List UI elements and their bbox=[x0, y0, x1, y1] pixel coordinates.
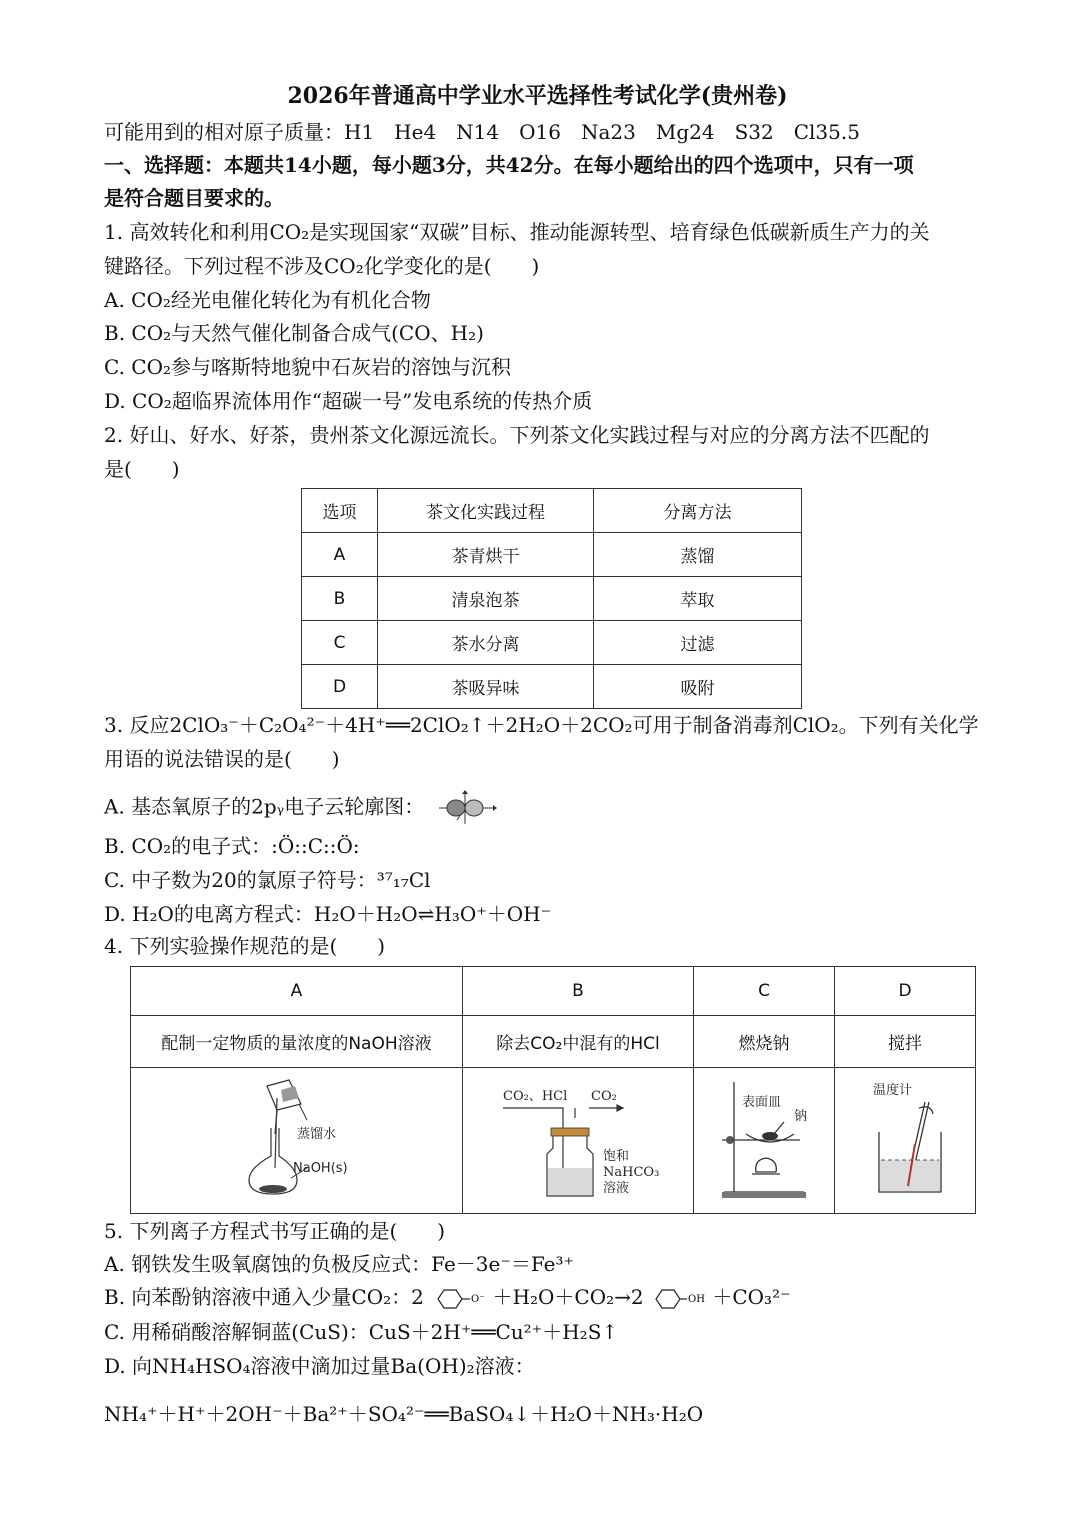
label-gas-in: CO₂、HCl bbox=[503, 1089, 568, 1104]
q2-cell: 茶水分离 bbox=[378, 621, 594, 665]
q1-option-d: D. CO₂超临界流体用作“超碳一号”发电系统的传热介质 bbox=[104, 389, 593, 413]
q3-option-b: B. CO₂的电子式：:Ö::C::Ö: bbox=[104, 834, 360, 858]
q3-stem-1: 3. 反应2ClO₃⁻＋C₂O₄²⁻＋4H⁺══2ClO₂↑＋2H₂O＋2CO₂可用于制备消毒剂ClO₂。下列有关化学 bbox=[104, 713, 979, 737]
q4-header-a: A bbox=[131, 967, 463, 1016]
q2-cell: 吸附 bbox=[594, 665, 802, 709]
label-solution: 溶液 bbox=[603, 1181, 630, 1196]
q2-table bbox=[301, 488, 802, 709]
q2-stem-1: 2. 好山、好水、好茶，贵州茶文化源远流长。下列茶文化实践过程与对应的分离方法不匹配的 bbox=[104, 423, 930, 447]
q2-header-method: 分离方法 bbox=[594, 489, 802, 533]
q2-cell: 蒸馏 bbox=[594, 533, 802, 577]
q4-stem: 4. 下列实验操作规范的是( ) bbox=[104, 934, 386, 958]
q1-stem-1: 1. 高效转化和利用CO₂是实现国家“双碳”目标、推动能源转型、培育绿色低碳新质生产力的关 bbox=[104, 220, 930, 244]
q4-op-c: 燃烧钠 bbox=[694, 1016, 835, 1068]
q1-option-c: C. CO₂参与喀斯特地貌中石灰岩的溶蚀与沉积 bbox=[104, 355, 512, 379]
label-nahco3: NaHCO₃ bbox=[603, 1165, 660, 1180]
label-watch-glass: 表面皿 bbox=[742, 1095, 782, 1110]
q2-cell: B bbox=[302, 577, 378, 621]
phenoxide-label: O⁻ bbox=[471, 1293, 485, 1305]
p-orbital-icon bbox=[437, 790, 497, 826]
q2-row bbox=[302, 665, 802, 709]
q4-figure-d bbox=[835, 1068, 976, 1214]
q4-header-b: B bbox=[463, 967, 694, 1016]
q2-row bbox=[302, 577, 802, 621]
q4-header-c: C bbox=[694, 967, 835, 1016]
q2-header-process: 茶文化实践过程 bbox=[378, 489, 594, 533]
label-gas-out: CO₂ bbox=[591, 1089, 617, 1104]
q2-cell: 萃取 bbox=[594, 577, 802, 621]
q1-stem-2: 键路径。下列过程不涉及CO₂化学变化的是( ) bbox=[104, 254, 540, 278]
flask-diagram-icon bbox=[131, 1068, 462, 1208]
q2-cell: 茶青烘干 bbox=[378, 533, 594, 577]
q2-row bbox=[302, 533, 802, 577]
q2-cell: 茶吸异味 bbox=[378, 665, 594, 709]
label-thermometer: 温度计 bbox=[873, 1083, 913, 1098]
gas-wash-bottle-icon bbox=[463, 1068, 693, 1208]
section1-line2: 是符合题目要求的。 bbox=[104, 186, 284, 210]
label-sodium: 钠 bbox=[794, 1109, 808, 1124]
q3-option-d: D. H₂O的电离方程式：H₂O＋H₂O⇌H₃O⁺＋OH⁻ bbox=[104, 902, 552, 926]
atomic-masses: 可能用到的相对原子质量：H1 He4 N14 O16 Na23 Mg24 S32 Cl35.5 bbox=[104, 120, 860, 144]
label-distilled-water: 蒸馏水 bbox=[297, 1127, 337, 1142]
phenoxide-ring-icon bbox=[430, 1287, 486, 1311]
q2-cell: 过滤 bbox=[594, 621, 802, 665]
q5-option-c: C. 用稀硝酸溶解铜蓝(CuS)：CuS＋2H⁺══Cu²⁺＋H₂S↑ bbox=[104, 1320, 619, 1344]
q3-stem-2: 用语的说法错误的是( ) bbox=[104, 747, 340, 771]
q3-option-a bbox=[104, 790, 497, 826]
q2-cell: D bbox=[302, 665, 378, 709]
exam-title: 2026年普通高中学业水平选择性考试化学(贵州卷) bbox=[287, 83, 788, 109]
q3-option-a-text: A. 基态氧原子的2pᵧ电子云轮廓图： bbox=[104, 794, 425, 819]
section1-line1: 一、选择题：本题共14小题，每小题3分，共42分。在每小题给出的四个选项中，只有一项 bbox=[104, 153, 914, 177]
q1-option-b: B. CO₂与天然气催化制备合成气(CO、H₂) bbox=[104, 321, 484, 345]
q4-figure-a bbox=[131, 1068, 463, 1214]
phenol-label: OH bbox=[688, 1293, 705, 1305]
q2-header-option: 选项 bbox=[302, 489, 378, 533]
q5-option-b-mid: ＋H₂O＋CO₂→2 bbox=[492, 1285, 644, 1309]
beaker-thermometer-icon bbox=[835, 1068, 975, 1208]
q4-op-d: 搅拌 bbox=[835, 1016, 976, 1068]
q5-option-d-equation: NH₄⁺＋H⁺＋2OH⁻＋Ba²⁺＋SO₄²⁻══BaSO₄↓＋H₂O＋NH₃·H₂O bbox=[104, 1402, 704, 1426]
q5-option-b-pre: B. 向苯酚钠溶液中通入少量CO₂：2 bbox=[104, 1285, 424, 1309]
q1-option-a: A. CO₂经光电催化转化为有机化合物 bbox=[104, 288, 431, 312]
label-naoh-solid: NaOH(s) bbox=[293, 1161, 348, 1176]
q2-cell: C bbox=[302, 621, 378, 665]
q5-stem: 5. 下列离子方程式书写正确的是( ) bbox=[104, 1219, 446, 1243]
q4-op-a: 配制一定物质的量浓度的NaOH溶液 bbox=[131, 1016, 463, 1068]
q3-option-c: C. 中子数为20的氯原子符号：³⁷₁₇Cl bbox=[104, 868, 431, 892]
phenol-ring-icon bbox=[650, 1287, 706, 1311]
q2-stem-2: 是( ) bbox=[104, 457, 180, 481]
q4-table bbox=[130, 966, 976, 1214]
q4-figure-c bbox=[694, 1068, 835, 1214]
label-saturated: 饱和 bbox=[603, 1149, 630, 1164]
q2-cell: A bbox=[302, 533, 378, 577]
q4-op-b: 除去CO₂中混有的HCl bbox=[463, 1016, 694, 1068]
q4-figure-b bbox=[463, 1068, 694, 1214]
q5-option-d: D. 向NH₄HSO₄溶液中滴加过量Ba(OH)₂溶液： bbox=[104, 1354, 535, 1378]
q5-option-b bbox=[104, 1285, 791, 1311]
q5-option-a: A. 钢铁发生吸氧腐蚀的负极反应式：Fe－3e⁻＝Fe³⁺ bbox=[104, 1252, 575, 1276]
q2-cell: 清泉泡茶 bbox=[378, 577, 594, 621]
sodium-burning-icon bbox=[694, 1068, 834, 1208]
q5-option-b-post: ＋CO₃²⁻ bbox=[712, 1285, 791, 1309]
q4-header-d: D bbox=[835, 967, 976, 1016]
q2-row bbox=[302, 621, 802, 665]
